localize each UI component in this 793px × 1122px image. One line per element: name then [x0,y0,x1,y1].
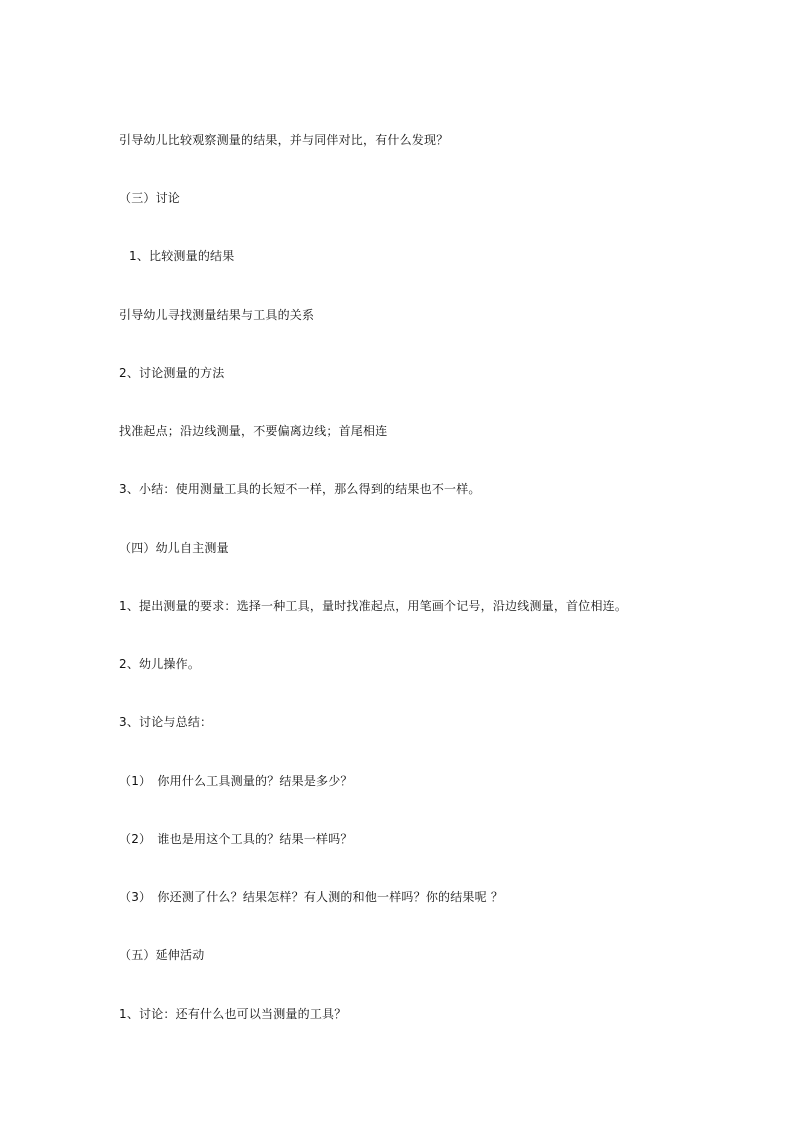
section-heading-self-measure: （四）幼儿自主测量 [119,541,229,555]
list-item-discuss-summarize: 3、讨论与总结： [119,715,213,729]
question-item-3: （3） 你还测了什么？结果怎样？有人测的和他一样吗？你的结果呢 ？ [119,890,504,904]
question-item-1: （1） 你用什么工具测量的？结果是多少？ [119,774,353,788]
section-heading-extension: （五）延伸活动 [119,948,205,962]
paragraph-method-steps: 找准起点；沿边线测量，不要偏离边线；首尾相连 [119,424,388,438]
list-item-compare-results: 1、比较测量的结果 [129,249,235,263]
question-item-2: （2） 谁也是用这个工具的？结果一样吗？ [119,832,353,846]
list-item-requirements: 1、提出测量的要求：选择一种工具，量时找准起点，用笔画个记号，沿边线测量，首位相连。 [119,599,628,613]
section-heading-discussion: （三）讨论 [119,191,181,205]
list-item-other-tools: 1、讨论：还有什么也可以当测量的工具？ [119,1007,347,1021]
list-item-summary: 3、小结：使用测量工具的长短不一样，那么得到的结果也不一样。 [119,482,481,496]
paragraph-find-relation: 引导幼儿寻找测量结果与工具的关系 [119,308,315,322]
list-item-operation: 2、幼儿操作。 [119,657,201,671]
list-item-discuss-method: 2、讨论测量的方法 [119,366,225,380]
paragraph-compare-results: 引导幼儿比较观察测量的结果，并与同伴对比，有什么发现？ [119,133,449,147]
